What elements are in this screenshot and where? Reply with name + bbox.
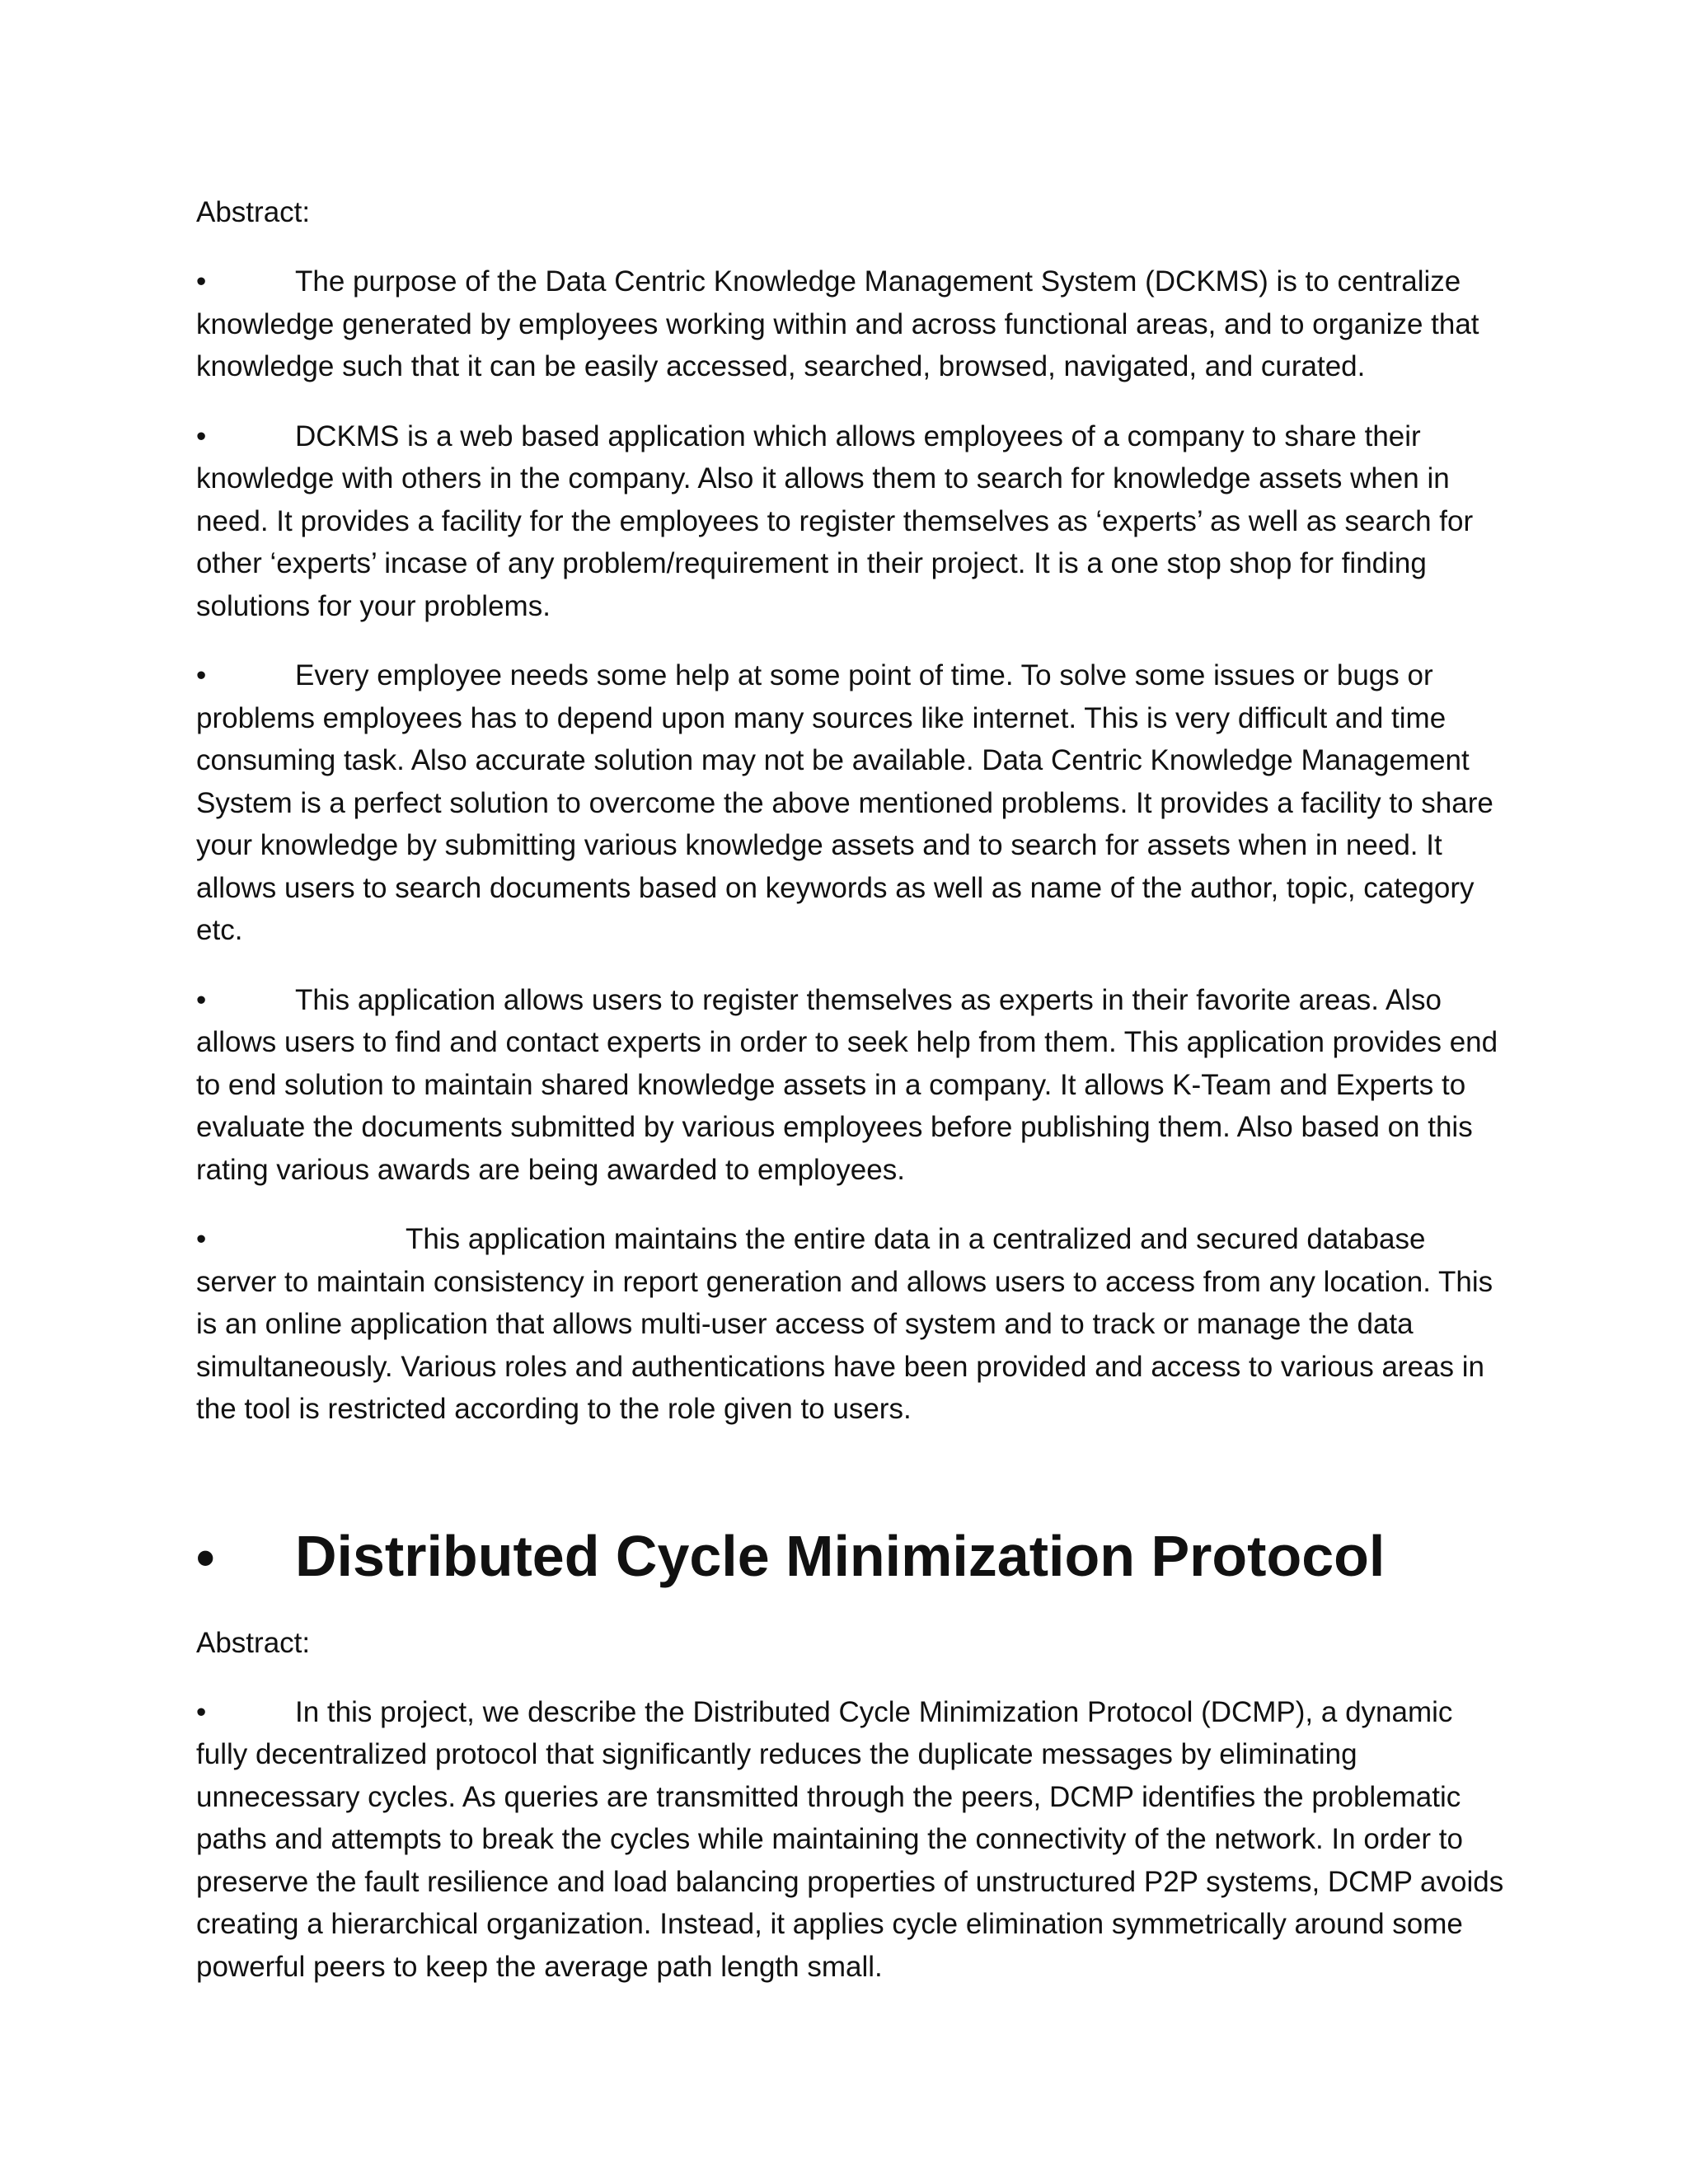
- bullet-symbol: •: [196, 1695, 207, 1728]
- bullet-symbol: •: [196, 659, 207, 691]
- paragraph-text: DCKMS is a web based application which allows employees of a company to share their knowledge with others in the company. Also it allows them to search for knowledge assets when in need. It provides a facility for the employees to register themselves as ‘experts’ as well as search for other ‘experts’ incase of any problem/requirement in their project. It is a one stop shop for finding solutions for your problems.: [196, 419, 1474, 622]
- dcmp-bullet-paragraph-1: [196, 1691, 1508, 1989]
- dckms-bullet-paragraph-1: [196, 260, 1508, 388]
- paragraph-text: In this project, we describe the Distributed Cycle Minimization Protocol (DCMP), a dynamic fully decentralized protocol that significantly reduces the duplicate messages by eliminating unnecessary cycles. As queries are transmitted through the peers, DCMP identifies the problematic paths and attempts to break the cycles while maintaining the connectivity of the network. In order to preserve the fault resilience and load balancing properties of unstructured P2P systems, DCMP avoids creating a hierarchical organization. Instead, it applies cycle elimination symmetrically around some powerful peers to keep the average path length small.: [196, 1695, 1504, 1983]
- bullet-symbol: •: [196, 419, 207, 452]
- dcmp-abstract-label: Abstract:: [196, 1626, 311, 1659]
- bullet-symbol: •: [196, 265, 207, 298]
- heading-text: Distributed Cycle Minimization Protocol: [295, 1523, 1386, 1588]
- bullet-symbol: •: [196, 1223, 207, 1255]
- heading-bullet-symbol: •: [196, 1527, 215, 1587]
- dckms-bullet-paragraph-5: [196, 1218, 1508, 1431]
- paragraph-text: This application allows users to register themselves as experts in their favorite areas. Also allows users to find and contact experts in order to seek help from them. This application provides end to end solution to maintain shared knowledge assets in a company. It allows K-Team and Experts to evaluate the documents submitted by various employees before publishing them. Also based on this rating various awards are being awarded to employees.: [196, 983, 1498, 1186]
- bullet-symbol: •: [196, 983, 207, 1016]
- paragraph-text: The purpose of the Data Centric Knowledge Management System (DCKMS) is to centralize knowledge generated by employees working within and across functional areas, and to organize that knowledge such that it can be easily accessed, searched, browsed, navigated, and curated.: [196, 265, 1479, 382]
- paragraph-text: Every employee needs some help at some point of time. To solve some issues or bugs or problems employees has to depend upon many sources like internet. This is very difficult and time consuming task. Also accurate solution may not be available. Data Centric Knowledge Management System is a perfect solution to overcome the above mentioned problems. It provides a facility to share your knowledge by submitting various knowledge assets and to search for assets when in need. It allows users to search documents based on keywords as well as name of the author, topic, category etc.: [196, 659, 1493, 946]
- dcmp-section-heading: [196, 1518, 1508, 1596]
- dckms-bullet-paragraph-2: [196, 415, 1508, 628]
- dckms-abstract-label: Abstract:: [196, 196, 311, 228]
- document-content: [196, 191, 1508, 2015]
- dckms-bullet-paragraph-3: [196, 654, 1508, 952]
- dckms-bullet-paragraph-4: [196, 979, 1508, 1192]
- paragraph-text: This application maintains the entire data in a centralized and secured database server to maintain consistency in report generation and allows users to access from any location. This is an online application that allows multi-user access of system and to track or manage the data simultaneously. Various roles and authentications have been provided and access to various areas in the tool is restricted according to the role given to users.: [196, 1223, 1493, 1425]
